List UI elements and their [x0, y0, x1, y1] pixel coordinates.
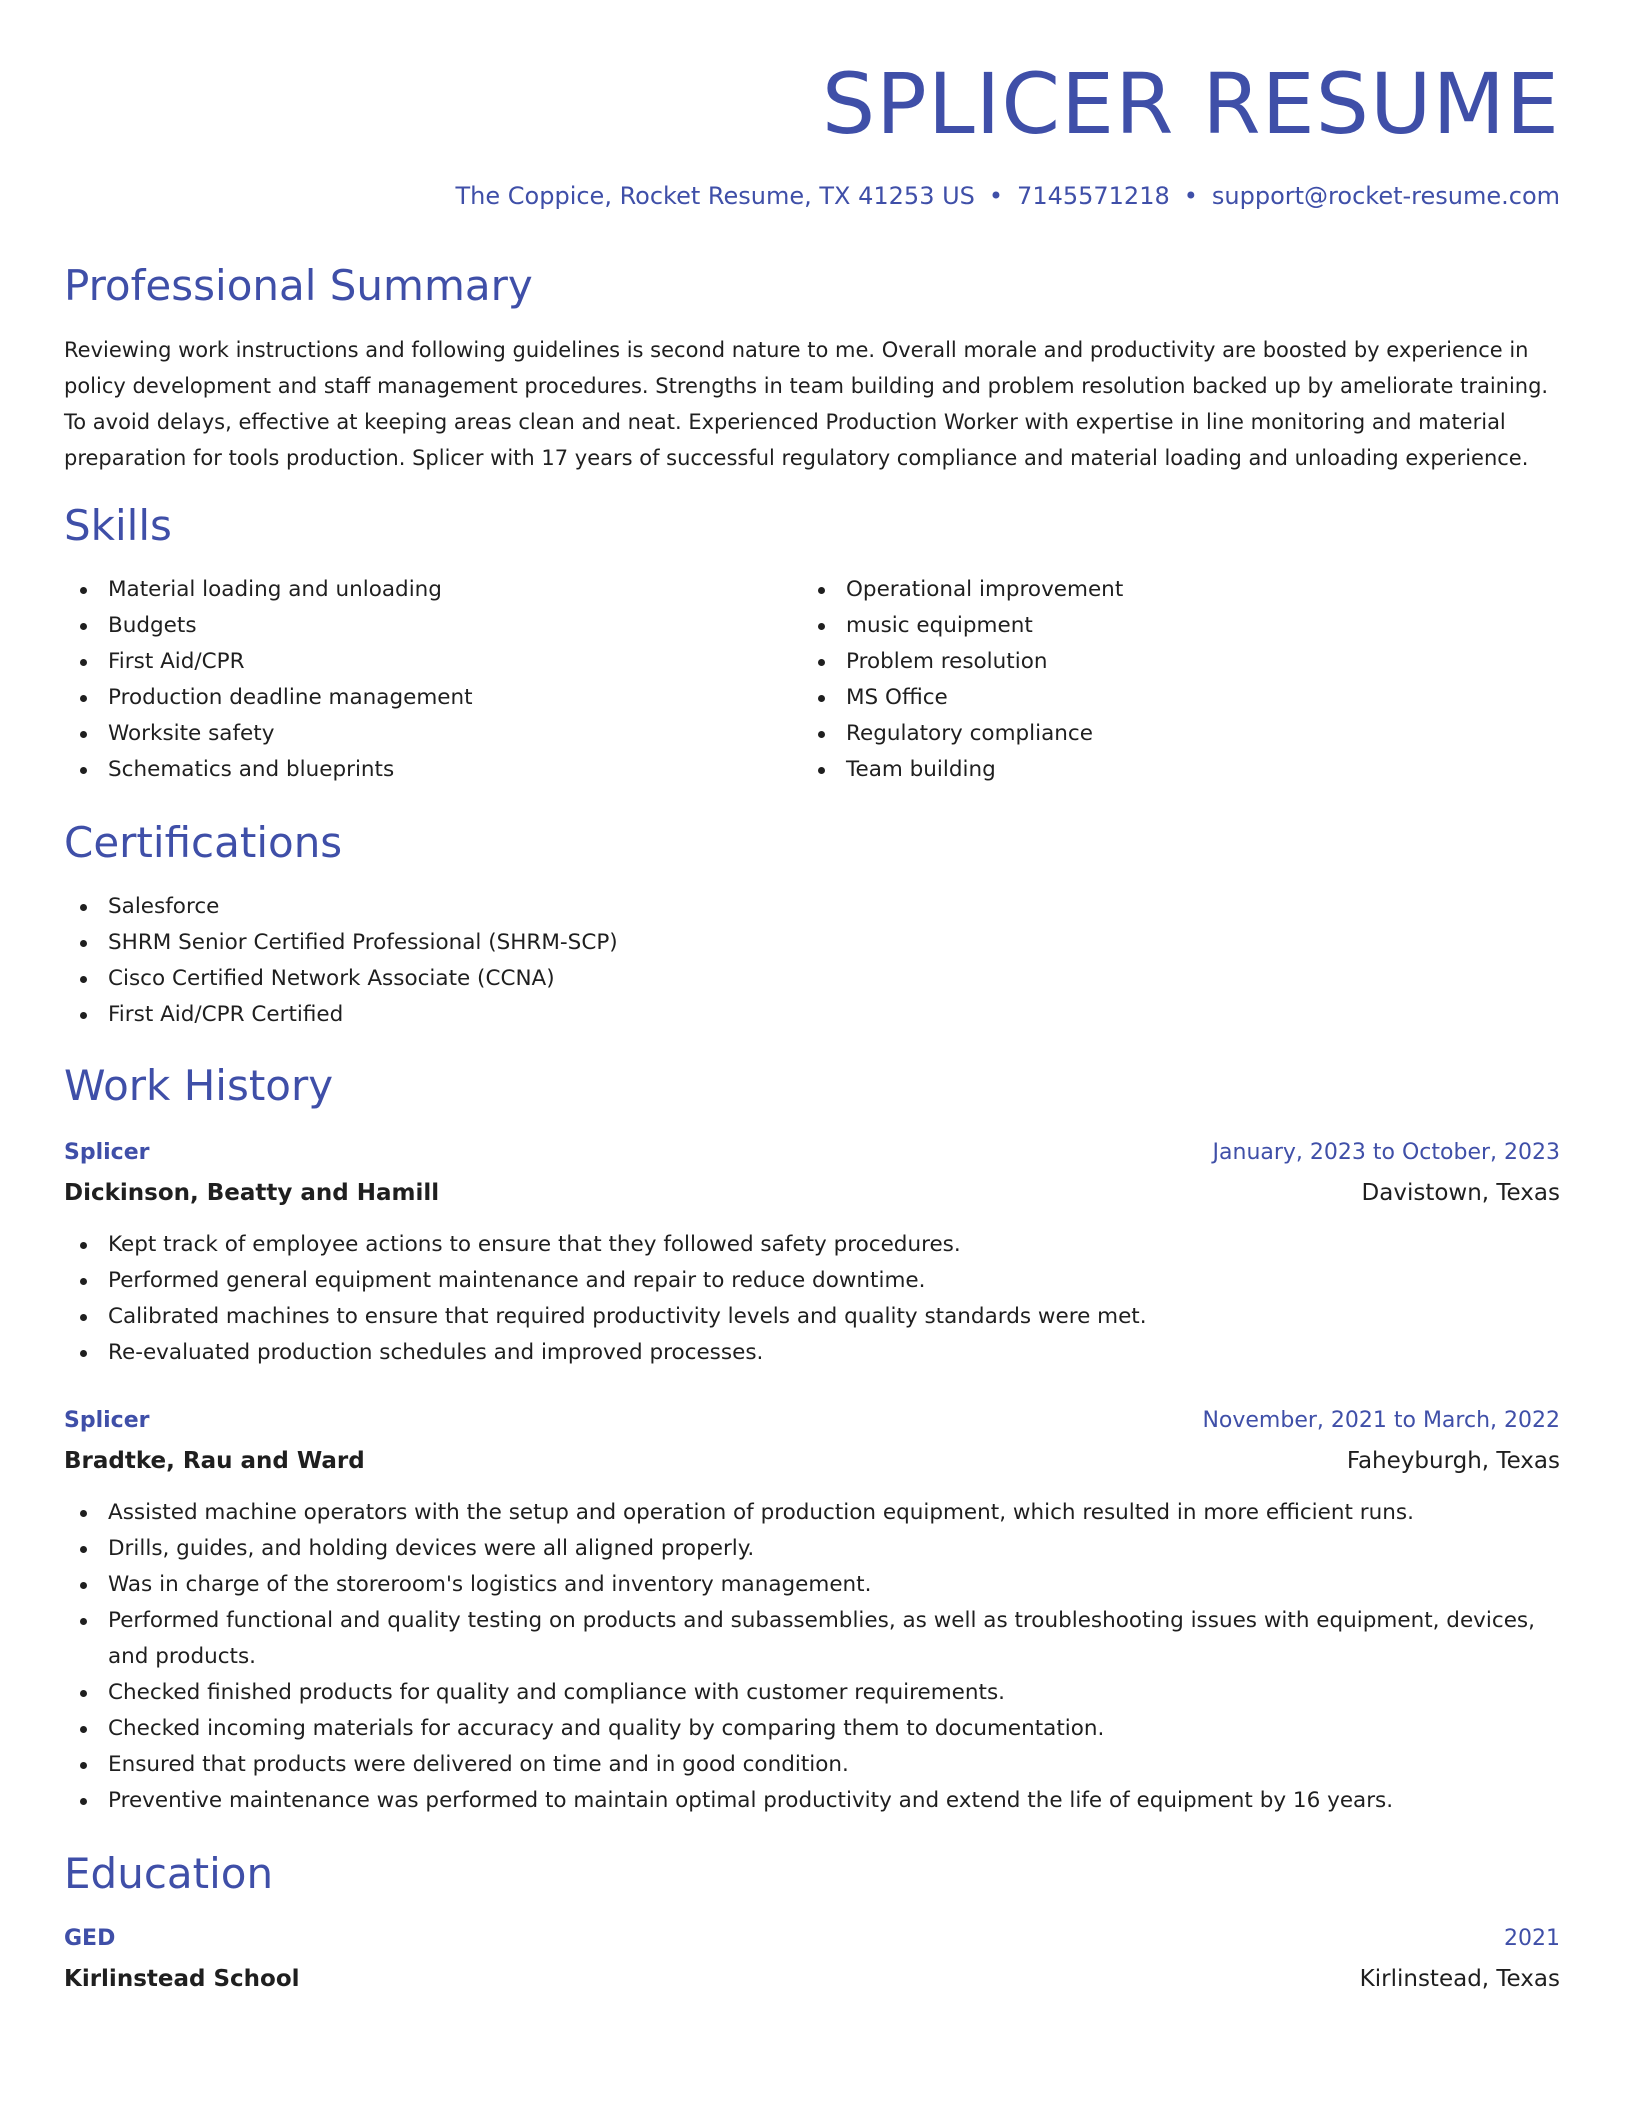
- education-year: 2021: [1504, 1926, 1560, 1951]
- skill-item: Budgets: [64, 608, 764, 644]
- education-location: Kirlinstead, Texas: [1359, 1966, 1560, 1992]
- skills-list-right: [802, 572, 1502, 788]
- job-bullets: [64, 1227, 1560, 1371]
- job-company: Bradtke, Rau and Ward: [64, 1448, 365, 1474]
- summary-heading: Professional Summary: [64, 261, 533, 310]
- contact-phone: 7145571218: [1017, 182, 1170, 210]
- job-bullet: Preventive maintenance was performed to maintain optimal productivity and extend the life of equipment by 16 years.: [64, 1783, 1560, 1819]
- certifications-list: [64, 889, 1560, 1033]
- job-bullet: Checked finished products for quality and compliance with customer requirements.: [64, 1675, 1560, 1711]
- job-bullet: Performed functional and quality testing on products and subassemblies, as well as troubleshooting issues with equipment, devices, and products.: [64, 1603, 1560, 1675]
- skill-item: Production deadline management: [64, 680, 764, 716]
- education-heading: Education: [64, 1849, 274, 1898]
- certification-item: First Aid/CPR Certified: [64, 997, 1560, 1033]
- skill-item: Regulatory compliance: [802, 716, 1502, 752]
- job-bullet: Assisted machine operators with the setup and operation of production equipment, which resulted in more efficient runs.: [64, 1495, 1560, 1531]
- certification-item: Cisco Certified Network Associate (CCNA): [64, 961, 1560, 997]
- job-bullet: Performed general equipment maintenance and repair to reduce downtime.: [64, 1263, 1560, 1299]
- contact-email: support@rocket-resume.com: [1211, 182, 1560, 210]
- skill-item: Team building: [802, 752, 1502, 788]
- skills-heading: Skills: [64, 501, 172, 550]
- skill-item: Schematics and blueprints: [64, 752, 764, 788]
- skill-item: music equipment: [802, 608, 1502, 644]
- job-title: Splicer: [64, 1140, 150, 1165]
- job-dates: November, 2021 to March, 2022: [1202, 1408, 1560, 1433]
- certifications-heading: Certifications: [64, 818, 343, 867]
- education-school: Kirlinstead School: [64, 1966, 300, 1992]
- job-bullet: Checked incoming materials for accuracy and quality by comparing them to documentation.: [64, 1711, 1560, 1747]
- summary-text: Reviewing work instructions and following guidelines is second nature to me. Overall morale and productivity are boosted by experience in policy development and staff management procedures. Strengths in team building and problem resolution backed up by ameliorate training. To avoid delays, effective at keeping areas clean and neat. Experienced Production Worker with expertise in line monitoring and material preparation for tools production. Splicer with 17 years of successful regulatory compliance and material loading and unloading experience.: [64, 338, 1549, 470]
- job-bullet: Ensured that products were delivered on time and in good condition.: [64, 1747, 1560, 1783]
- education-degree: GED: [64, 1926, 116, 1951]
- job-bullets: [64, 1495, 1560, 1819]
- skill-item: First Aid/CPR: [64, 644, 764, 680]
- skill-item: Worksite safety: [64, 716, 764, 752]
- skills-list-left: [64, 572, 764, 788]
- certification-item: Salesforce: [64, 889, 1560, 925]
- job-company: Dickinson, Beatty and Hamill: [64, 1180, 440, 1206]
- skill-item: MS Office: [802, 680, 1502, 716]
- job-bullet: Kept track of employee actions to ensure that they followed safety procedures.: [64, 1227, 1560, 1263]
- resume-name: SPLICER RESUME: [821, 55, 1560, 153]
- skill-item: Material loading and unloading: [64, 572, 764, 608]
- contact-separator: •: [1183, 182, 1198, 210]
- job-bullet: Drills, guides, and holding devices were all aligned properly.: [64, 1531, 1560, 1567]
- contact-line: [456, 178, 1560, 214]
- job-dates: January, 2023 to October, 2023: [1212, 1140, 1560, 1165]
- skill-item: Problem resolution: [802, 644, 1502, 680]
- work-history-heading: Work History: [64, 1061, 334, 1110]
- contact-separator: •: [988, 182, 1004, 210]
- job-title: Splicer: [64, 1408, 150, 1433]
- contact-address: The Coppice, Rocket Resume, TX 41253 US: [455, 182, 975, 210]
- skill-item: Operational improvement: [802, 572, 1502, 608]
- job-bullet: Re-evaluated production schedules and improved processes.: [64, 1335, 1560, 1371]
- job-bullet: Calibrated machines to ensure that required productivity levels and quality standards were met.: [64, 1299, 1560, 1335]
- job-location: Faheyburgh, Texas: [1346, 1448, 1560, 1474]
- job-location: Davistown, Texas: [1361, 1180, 1560, 1206]
- job-bullet: Was in charge of the storeroom's logistics and inventory management.: [64, 1567, 1560, 1603]
- certification-item: SHRM Senior Certified Professional (SHRM-SCP): [64, 925, 1560, 961]
